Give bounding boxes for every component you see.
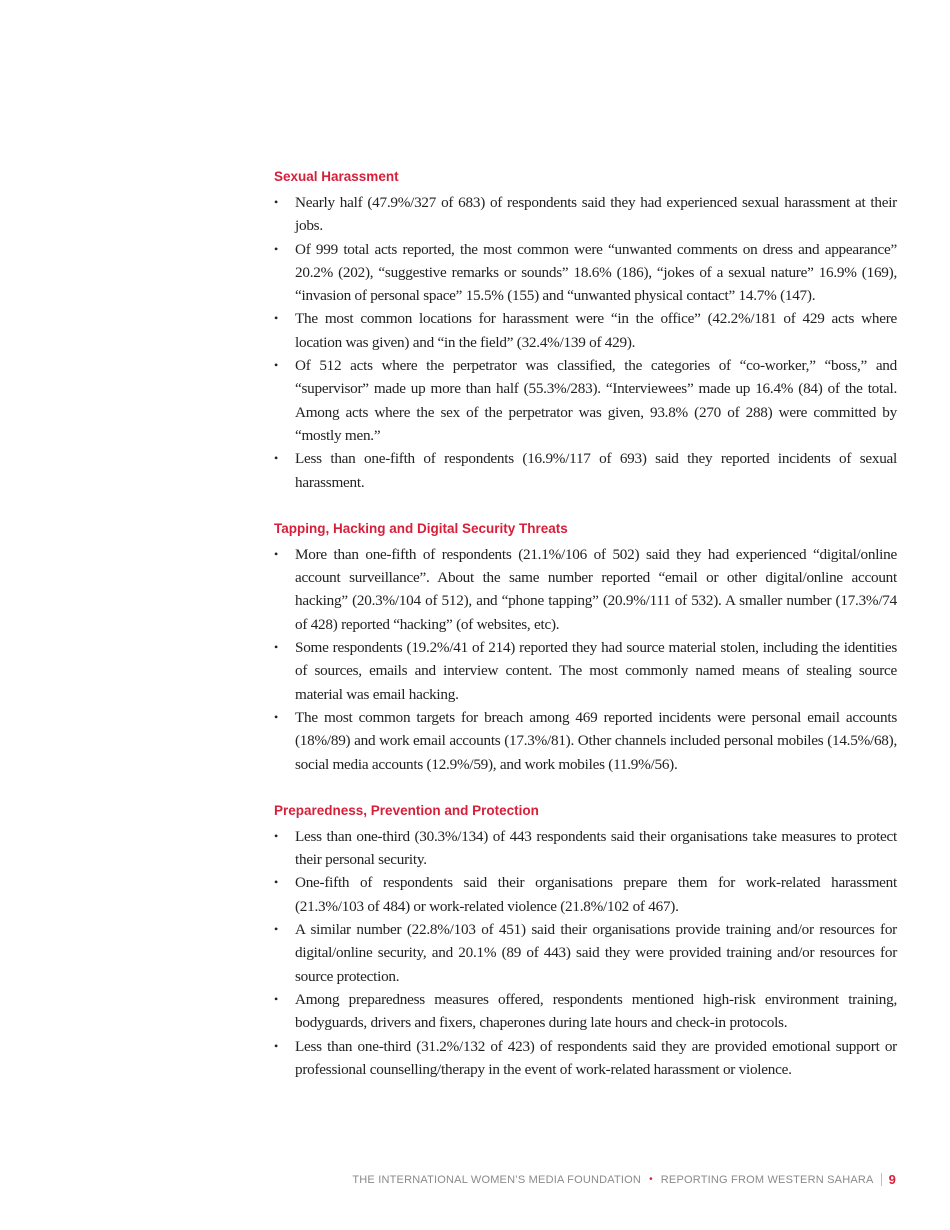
bullet-text: One-fifth of respondents said their organisations prepare them for work-related harassment (21.3%/103 of 484) or work-related violence (21.8%/102 of 467).	[295, 874, 897, 915]
section-digital-security	[274, 520, 897, 776]
bullet-icon: •	[274, 922, 278, 937]
bullet-item	[274, 238, 897, 308]
bullet-item	[274, 1035, 897, 1082]
bullet-list	[274, 191, 897, 494]
bullet-text: A similar number (22.8%/103 of 451) said their organisations provide training and/or resources for digital/online security, and 20.1% (89 of 443) said they were provided training and/or resources for source protection.	[295, 921, 897, 985]
bullet-icon: •	[274, 709, 278, 724]
bullet-icon: •	[274, 311, 278, 326]
bullet-item	[274, 988, 897, 1035]
page-number: 9	[888, 1172, 896, 1187]
bullet-item	[274, 307, 897, 354]
footer-report-title: REPORTING FROM WESTERN SAHARA	[660, 1173, 874, 1186]
bullet-item	[274, 543, 897, 636]
section-preparedness	[274, 802, 897, 1081]
page-footer	[352, 1172, 896, 1187]
bullet-icon: •	[274, 1038, 278, 1053]
footer-separator: •	[649, 1174, 653, 1185]
bullet-text: Nearly half (47.9%/327 of 683) of respondents said they had experienced sexual harassment at their jobs.	[295, 194, 897, 235]
bullet-item	[274, 706, 897, 776]
bullet-icon: •	[274, 195, 278, 209]
bullet-text: Less than one-third (31.2%/132 of 423) of respondents said they are provided emotional support or professional counselling/therapy in the event of work-related harassment or violence.	[295, 1037, 897, 1078]
bullet-icon: •	[274, 241, 278, 256]
bullet-text: The most common targets for breach among 469 reported incidents were personal email accounts (18%/89) and work email accounts (17.3%/81). Other channels included personal mobiles (14.5%/68), social media accounts (12.9%/59), and work mobiles (11.9%/56).	[295, 708, 897, 773]
bullet-text: Of 512 acts where the perpetrator was classified, the categories of “co-worker,” “boss,” and “supervisor” made up more than half (55.3%/283). “Interviewees” made up 16.4% (84) of the total. Among acts where the sex of the perpetrator was given, 93.8% (270 of 288) were committed by “mostly men.”	[295, 357, 897, 444]
bullet-text: Less than one-third (30.3%/134) of 443 respondents said their organisations take measures to protect their personal security.	[295, 827, 897, 869]
bullet-icon: •	[274, 875, 278, 890]
bullet-text: Of 999 total acts reported, the most common were “unwanted comments on dress and appearance” 20.2% (202), “suggestive remarks or sounds” 18.6% (186), “jokes of a sexual nature” 16.9% (169), “invasion of personal space” 15.5% (155) and “unwanted physical contact” 14.7% (147).	[295, 240, 897, 305]
bullet-item	[274, 871, 897, 918]
section-heading: Preparedness, Prevention and Protection	[274, 802, 539, 818]
bullet-item	[274, 191, 897, 238]
bullet-icon: •	[274, 358, 278, 373]
bullet-text: More than one-fifth of respondents (21.1%/106 of 502) said they had experienced “digital/online account surveillance”. About the same number reported “email or other digital/online account hacking” (20.3%/104 of 512), and “phone tapping” (20.9%/111 of 532). A smaller number (17.3%/74 of 428) reported “hacking” (of websites, etc).	[295, 545, 897, 633]
page-content	[274, 168, 897, 1107]
section-heading: Sexual Harassment	[274, 169, 399, 184]
bullet-text: Among preparedness measures offered, respondents mentioned high-risk environment training, bodyguards, drivers and fixers, chaperones during late hours and check-in protocols.	[295, 990, 897, 1032]
bullet-item	[274, 636, 897, 706]
bullet-icon: •	[274, 451, 278, 466]
bullet-icon: •	[274, 640, 278, 655]
bullet-item	[274, 825, 897, 872]
bullet-item	[274, 447, 897, 494]
bullet-list	[274, 543, 897, 776]
bullet-text: Less than one-fifth of respondents (16.9%/117 of 693) said they reported incidents of sexual harassment.	[295, 450, 897, 491]
bullet-text: The most common locations for harassment were “in the office” (42.2%/181 of 429 acts where location was given) and “in the field” (32.4%/139 of 429).	[295, 310, 897, 351]
bullet-icon: •	[274, 828, 278, 843]
bullet-list	[274, 825, 897, 1081]
bullet-item	[274, 918, 897, 988]
bullet-icon: •	[274, 991, 278, 1006]
bullet-text: Some respondents (19.2%/41 of 214) reported they had source material stolen, including the identities of sources, emails and interview content. The most commonly named means of stealing source material was email hacking.	[295, 639, 897, 703]
section-heading: Tapping, Hacking and Digital Security Threats	[274, 520, 568, 536]
bullet-icon: •	[274, 546, 278, 561]
footer-divider	[881, 1173, 882, 1186]
footer-organization: THE INTERNATIONAL WOMEN’S MEDIA FOUNDATION	[352, 1173, 642, 1186]
bullet-item	[274, 354, 897, 447]
section-sexual-harassment	[274, 168, 897, 494]
